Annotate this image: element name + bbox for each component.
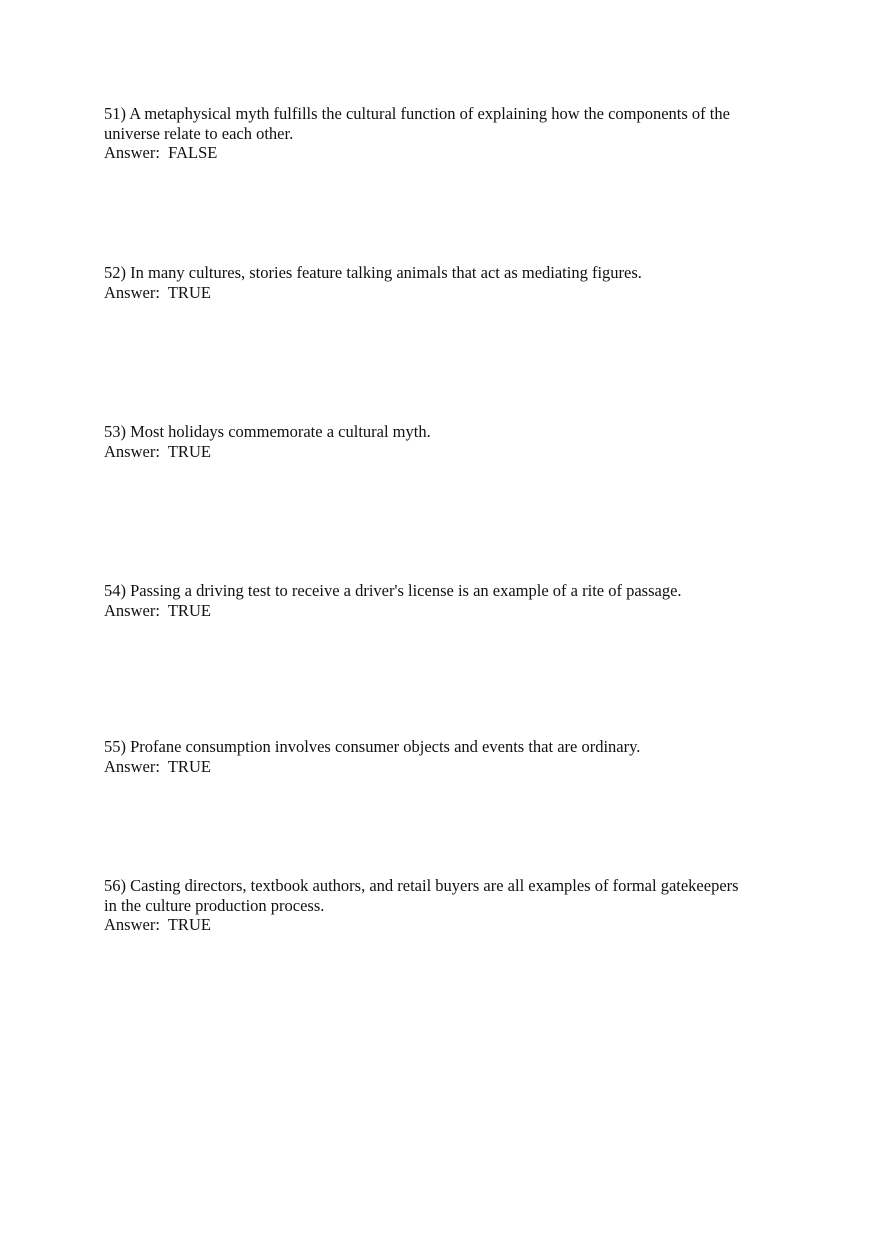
question-text: 52) In many cultures, stories feature talking animals that act as mediating figures. xyxy=(104,263,642,282)
question-56 xyxy=(104,876,804,935)
question-text: 53) Most holidays commemorate a cultural myth. xyxy=(104,422,431,441)
question-51 xyxy=(104,104,804,163)
question-52 xyxy=(104,263,804,302)
question-text: 51) A metaphysical myth fulfills the cultural function of explaining how the components of the xyxy=(104,104,730,123)
question-54 xyxy=(104,581,804,620)
answer: Answer: FALSE xyxy=(104,143,218,162)
question-53 xyxy=(104,422,804,461)
answer: Answer: TRUE xyxy=(104,915,211,934)
question-text: universe relate to each other. xyxy=(104,123,294,143)
question-55 xyxy=(104,737,804,776)
answer: Answer: TRUE xyxy=(104,756,211,776)
question-text: 55) Profane consumption involves consumer objects and events that are ordinary. xyxy=(104,737,641,756)
answer: Answer: TRUE xyxy=(104,600,211,620)
question-text: in the culture production process. xyxy=(104,895,325,915)
question-text: 56) Casting directors, textbook authors, and retail buyers are all examples of formal gatekeepers xyxy=(104,876,739,895)
question-text: 54) Passing a driving test to receive a driver's license is an example of a rite of passage. xyxy=(104,581,682,600)
answer: Answer: TRUE xyxy=(104,441,211,461)
answer: Answer: TRUE xyxy=(104,282,211,302)
